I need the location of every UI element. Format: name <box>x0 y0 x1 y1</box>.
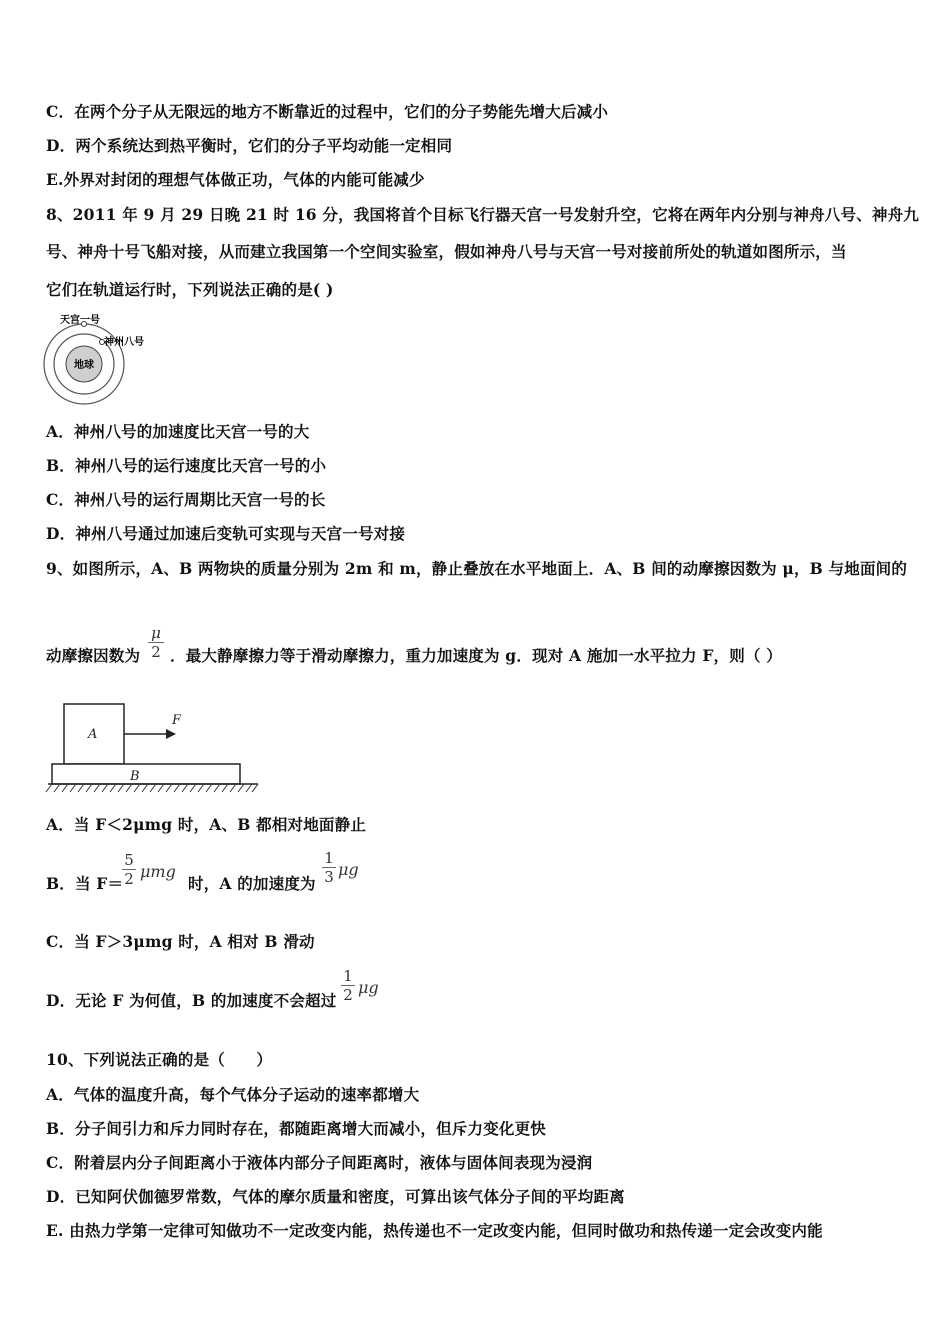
mu-g-term: μg <box>358 978 379 997</box>
block-a-label: A <box>88 727 98 742</box>
q8-stem-line1: 8、2011 年 9 月 29 日晚 21 时 16 分，我国将首个目标飞行器天宫一号发射升空，它将在两年内分别与神舟八号、神舟九 <box>46 205 919 224</box>
q10-option-c: C．附着层内分子间距离小于液体内部分子间距离时，液体与固体间表现为浸润 <box>46 1153 593 1172</box>
q7-option-c: C．在两个分子从无限远的地方不断靠近的过程中，它们的分子势能先增大后减小 <box>46 102 609 121</box>
block-b <box>52 764 240 784</box>
q9-option-b-mid: 时，A 的加速度为 <box>188 874 316 893</box>
shenzhou-label: 神州八号 <box>104 337 144 348</box>
force-arrowhead <box>166 729 176 739</box>
q8-option-a: A．神州八号的加速度比天宫一号的大 <box>46 422 310 441</box>
force-label: F <box>172 713 182 728</box>
ground-hatching <box>46 784 258 792</box>
fraction-numerator: 5 <box>122 851 136 870</box>
mu-over-2-fraction <box>148 624 164 661</box>
q9-option-a: A．当 F＜2μmg 时，A、B 都相对地面静止 <box>46 815 367 834</box>
q9-option-c: C．当 F＞3μmg 时，A 相对 B 滑动 <box>46 932 315 951</box>
fraction-numerator: μ <box>148 624 164 643</box>
q9-stem-line1: 9、如图所示，A、B 两物块的质量分别为 2m 和 m，静止叠放在水平地面上．A、B 间的动摩擦因数为 μ，B 与地面间的 <box>46 559 908 578</box>
mu-m-g-term: μmg <box>140 862 176 881</box>
tiangong-label: 天宫一号 <box>60 315 100 326</box>
one-third-fraction <box>322 849 336 886</box>
q8-stem-line3: 它们在轨道运行时，下列说法正确的是( ) <box>46 280 334 299</box>
one-half-fraction <box>341 967 355 1004</box>
q9-option-d-pre: D．无论 F 为何值，B 的加速度不会超过 <box>46 991 337 1010</box>
q8-option-d: D．神州八号通过加速后变轨可实现与天宫一号对接 <box>46 524 406 543</box>
fraction-denominator: 2 <box>343 986 353 1004</box>
fraction-denominator: 2 <box>124 870 134 888</box>
q8-stem-line2: 号、神舟十号飞船对接，从而建立我国第一个空间实验室，假如神舟八号与天宫一号对接前所处的轨道如图所示，当 <box>46 242 847 261</box>
fraction-numerator: 1 <box>341 967 355 986</box>
q9-stem-line2-pre: 动摩擦因数为 <box>46 646 141 665</box>
blocks-diagram <box>44 700 264 796</box>
q8-option-b: B．神州八号的运行速度比天宫一号的小 <box>46 456 327 475</box>
q9-option-b-pre: B．当 F＝ <box>46 874 124 893</box>
orbit-diagram <box>40 308 170 408</box>
q10-option-e: E. 由热力学第一定律可知做功不一定改变内能，热传递也不一定改变内能，但同时做功和热传递一定会改变内能 <box>46 1221 823 1240</box>
q10-option-a: A．气体的温度升高，每个气体分子运动的速率都增大 <box>46 1085 420 1104</box>
q10-option-d: D．已知阿伏伽德罗常数，气体的摩尔质量和密度，可算出该气体分子间的平均距离 <box>46 1187 625 1206</box>
q7-option-d: D．两个系统达到热平衡时，它们的分子平均动能一定相同 <box>46 136 453 155</box>
mu-g-term: μg <box>338 860 359 879</box>
earth-label: 地球 <box>74 360 94 371</box>
q10-stem: 10、下列说法正确的是（ ） <box>46 1050 273 1069</box>
block-b-label: B <box>130 769 140 784</box>
fraction-denominator: 3 <box>324 868 334 886</box>
q7-option-e: E.外界对封闭的理想气体做正功，气体的内能可能减少 <box>46 170 425 189</box>
five-halves-fraction <box>122 851 136 888</box>
q10-option-b: B．分子间引力和斥力同时存在，都随距离增大而减小，但斥力变化更快 <box>46 1119 547 1138</box>
fraction-denominator: 2 <box>151 643 161 661</box>
fraction-numerator: 1 <box>322 849 336 868</box>
q8-option-c: C．神州八号的运行周期比天宫一号的长 <box>46 490 326 509</box>
q9-stem-line2-post: ．最大静摩擦力等于滑动摩擦力，重力加速度为 g．现对 A 施加一水平拉力 F，则（ ） <box>170 646 782 665</box>
